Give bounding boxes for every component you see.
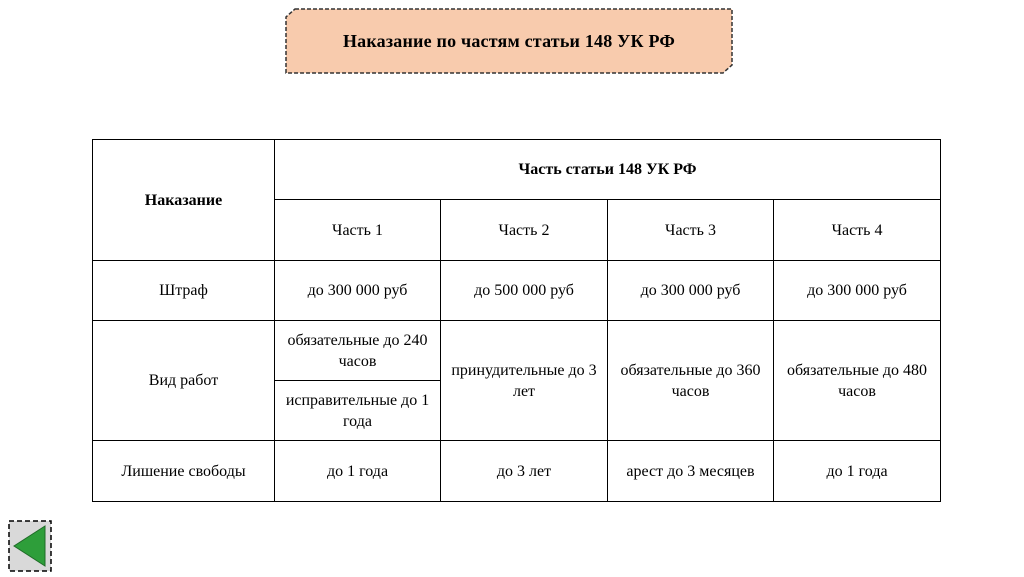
corner-header: Наказание: [93, 140, 275, 261]
page-title: Наказание по частям статьи 148 УК РФ: [342, 30, 676, 51]
table-cell: обязательные до 480 часов: [774, 321, 941, 441]
table-row: [93, 261, 941, 321]
table-cell: обязательные до 360 часов: [608, 321, 774, 441]
triangle-left-icon: [8, 520, 52, 572]
row-label-works: Вид работ: [93, 321, 275, 441]
table-cell: исправительные до 1 года: [275, 381, 441, 441]
table-cell: до 3 лет: [441, 441, 608, 502]
part-header: Часть 1: [275, 200, 441, 261]
part-header: Часть 3: [608, 200, 774, 261]
row-label-liberty: Лишение свободы: [93, 441, 275, 502]
group-header: Часть статьи 148 УК РФ: [275, 140, 941, 200]
row-label-fine: Штраф: [93, 261, 275, 321]
table-cell: до 500 000 руб: [441, 261, 608, 321]
punishment-table: [92, 139, 941, 502]
table-cell: до 1 года: [275, 441, 441, 502]
table-cell: до 300 000 руб: [608, 261, 774, 321]
table-cell: до 300 000 руб: [275, 261, 441, 321]
table-cell: арест до 3 месяцев: [608, 441, 774, 502]
part-header: Часть 2: [441, 200, 608, 261]
part-header: Часть 4: [774, 200, 941, 261]
title-banner: [285, 8, 733, 74]
back-button[interactable]: [8, 520, 52, 572]
table-cell: до 1 года: [774, 441, 941, 502]
table-row: [93, 140, 941, 200]
table-cell: принудительные до 3 лет: [441, 321, 608, 441]
table-row: [93, 321, 941, 381]
table-cell: до 300 000 руб: [774, 261, 941, 321]
table-cell: обязательные до 240 часов: [275, 321, 441, 381]
table-row: [93, 441, 941, 502]
